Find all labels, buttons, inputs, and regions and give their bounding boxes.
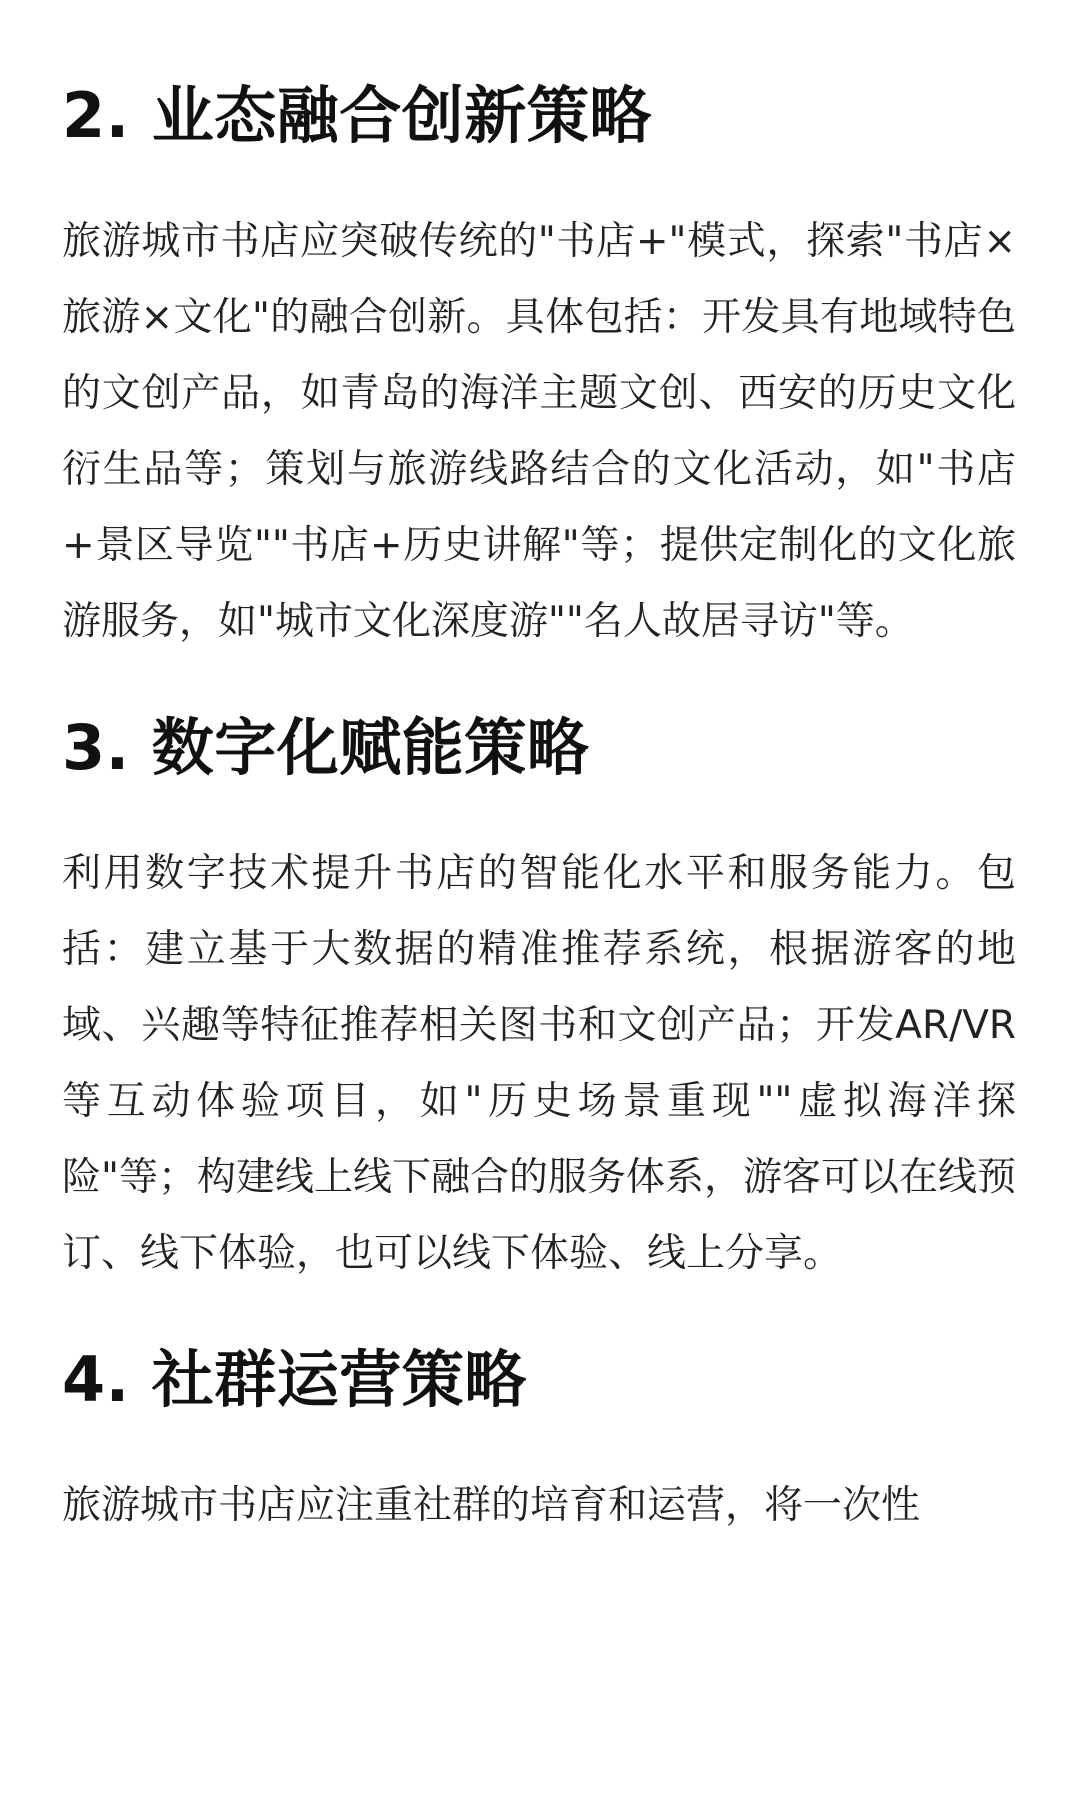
section-heading: 4. 社群运营策略: [62, 1343, 527, 1416]
section-business-integration: [62, 72, 1016, 660]
section-paragraph: 旅游城市书店应突破传统的"书店+"模式，探索"书店×旅游×文化"的融合创新。具体包括：开发具有地域特色的文创产品，如青岛的海洋主题文创、西安的历史文化衍生品等；策划与旅游线路结合的文化活动，如"书店+景区导览""书店+历史讲解"等；提供定制化的文化旅游服务，如"城市文化深度游""名人故居寻访"等。: [62, 219, 1016, 644]
section-digital-empowerment: [62, 704, 1016, 1292]
section-heading: 3. 数字化赋能策略: [62, 711, 590, 784]
section-community-operation: [62, 1336, 1016, 1544]
section-heading: 2. 业态融合创新策略: [62, 79, 652, 152]
section-paragraph: 利用数字技术提升书店的智能化水平和服务能力。包括：建立基于大数据的精准推荐系统，根据游客的地域、兴趣等特征推荐相关图书和文创产品；开发AR/VR等互动体验项目，如"历史场景重现""虚拟海洋探险"等；构建线上线下融合的服务体系，游客可以在线预订、线下体验，也可以线下体验、线上分享。: [62, 851, 1016, 1276]
section-paragraph: 旅游城市书店应注重社群的培育和运营，将一次性: [62, 1483, 921, 1528]
